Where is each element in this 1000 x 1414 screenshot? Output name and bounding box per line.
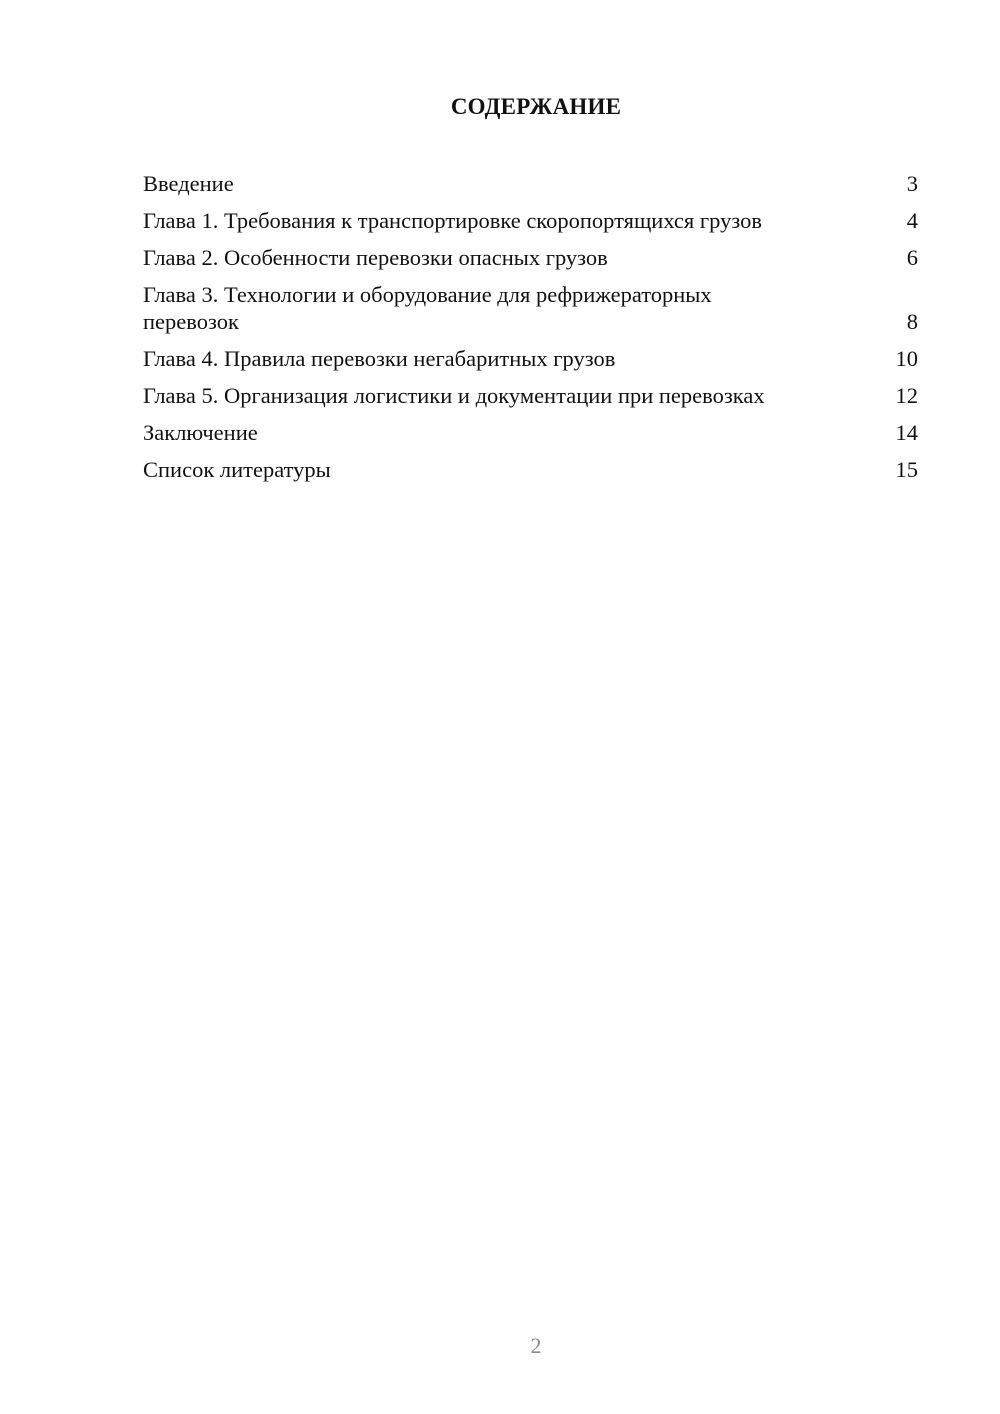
toc-entry-text: Глава 4. Правила перевозки негабаритных грузов: [143, 346, 616, 371]
toc-entry-page: 4: [906, 208, 918, 233]
toc-entry-text: Заключение: [143, 420, 258, 445]
toc-entry-page: 15: [895, 457, 918, 482]
toc-entry-references: [143, 456, 918, 483]
toc-entry-page: 14: [895, 420, 918, 445]
toc-entry-page: 8: [906, 309, 918, 334]
toc-entry-conclusion: [143, 419, 918, 446]
toc-entry-chapter-3: [143, 281, 918, 335]
toc-entry-chapter-2: [143, 244, 918, 271]
page-number: 2: [530, 1333, 542, 1358]
page-title: СОДЕРЖАНИЕ: [450, 94, 622, 119]
toc-entry-page: 3: [906, 171, 918, 196]
toc-entry-introduction: [143, 170, 918, 197]
toc-entry-chapter-5: [143, 382, 918, 409]
toc-entry-text: Список литературы: [143, 457, 331, 482]
toc-entry-chapter-1: [143, 207, 918, 234]
toc-entry-text: Глава 2. Особенности перевозки опасных грузов: [143, 245, 608, 270]
toc-entry-page: 12: [895, 383, 918, 408]
toc-entry-text: Введение: [143, 171, 234, 196]
table-of-contents: [143, 170, 918, 493]
toc-entry-page: 10: [895, 346, 918, 371]
toc-entry-page: 6: [906, 245, 918, 270]
toc-entry-chapter-4: [143, 345, 918, 372]
toc-entry-text: Глава 5. Организация логистики и документации при перевозках: [143, 383, 765, 408]
toc-entry-text: Глава 3. Технологии и оборудование для рефрижераторных перевозок: [143, 282, 712, 334]
toc-entry-text: Глава 1. Требования к транспортировке скоропортящихся грузов: [143, 208, 762, 233]
